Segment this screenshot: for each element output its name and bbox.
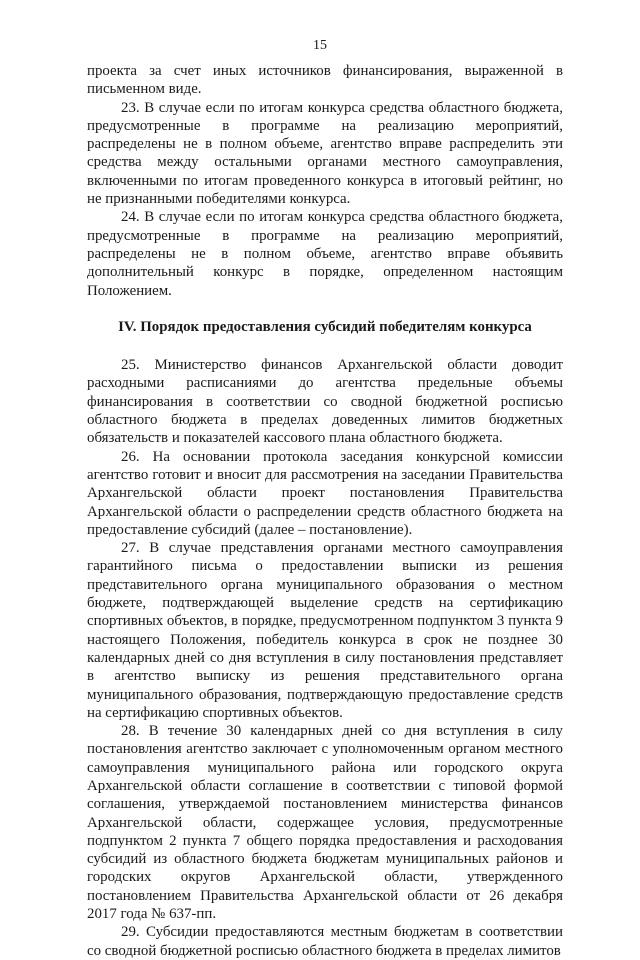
paragraph-26: 26. На основании протокола заседания конкурсной комиссии агентство готовит и вносит для рассмотрения на заседании Правительства Архангельской области проект постановления Правительства Архангельской области о распределении средств областного бюджета на предоставление субсидий (далее – постановление). <box>87 448 563 538</box>
paragraph-continuation: проекта за счет иных источников финансирования, выраженной в письменном виде. <box>87 63 563 98</box>
paragraph-27: 27. В случае представления органами местного самоуправления гарантийного письма о предоставлении выписки из решения представительного органа муниципального образования о местном бюджете, подтверждающей выделение средств на сертификацию спортивных объектов, в порядке, предусмотренном подпунктом 3 пункта 9 настоящего Положения, победитель конкурса в срок не позднее 30 календарных дней со дня вступления в силу постановления представляет в агентство выписку из решения представительного органа муниципального образования, подтверждающую предоставление средств на сертификацию спортивных объектов. <box>87 540 563 721</box>
document-body <box>87 62 563 960</box>
paragraph-23: 23. В случае если по итогам конкурса средства областного бюджета, предусмотренные в программе на реализацию мероприятий, распределены не в полном объеме, агентство вправе распределить эти средства между остальными органами местного самоуправления, включенными по итогам проведенного конкурса в итоговый рейтинг, но не признанными победителями конкурса. <box>87 99 563 208</box>
paragraph-24: 24. В случае если по итогам конкурса средства областного бюджета, предусмотренные в программе на реализацию мероприятий, распределены не в полном объеме, агентство вправе объявить дополнительный конкурс в порядке, определенном настоящим Положением. <box>87 209 563 299</box>
section-heading: IV. Порядок предоставления субсидий победителям конкурса <box>118 318 532 335</box>
paragraph-29: 29. Субсидии предоставляются местным бюджетам в соответствии со сводной бюджетной росписью областного бюджета в пределах лимитов <box>87 924 563 959</box>
paragraph-25: 25. Министерство финансов Архангельской области доводит расходными расписаниями до агентства предельные объемы финансирования в соответствии со сводной бюджетной росписью областного бюджета в пределах доведенных лимитов бюджетных обязательств и показателей кассового плана областного бюджета. <box>87 357 563 447</box>
page-number: 15 <box>313 38 327 53</box>
paragraph-28: 28. В течение 30 календарных дней со дня вступления в силу постановления агентство заключает с уполномоченным органом местного самоуправления муниципального района или городского округа Архангельской области соглашение в соответствии с типовой формой соглашения, утверждаемой постановлением министерства финансов Архангельской области, содержащее условия, предусмотренные подпунктом 2 пункта 7 общего порядка предоставления и расходования субсидий из областного бюджета бюджетам муниципальных районов и городских округов Архангельской области, утвержденного постановлением Правительства Архангельской области от 26 декабря 2017 года № 637-пп. <box>87 723 563 923</box>
